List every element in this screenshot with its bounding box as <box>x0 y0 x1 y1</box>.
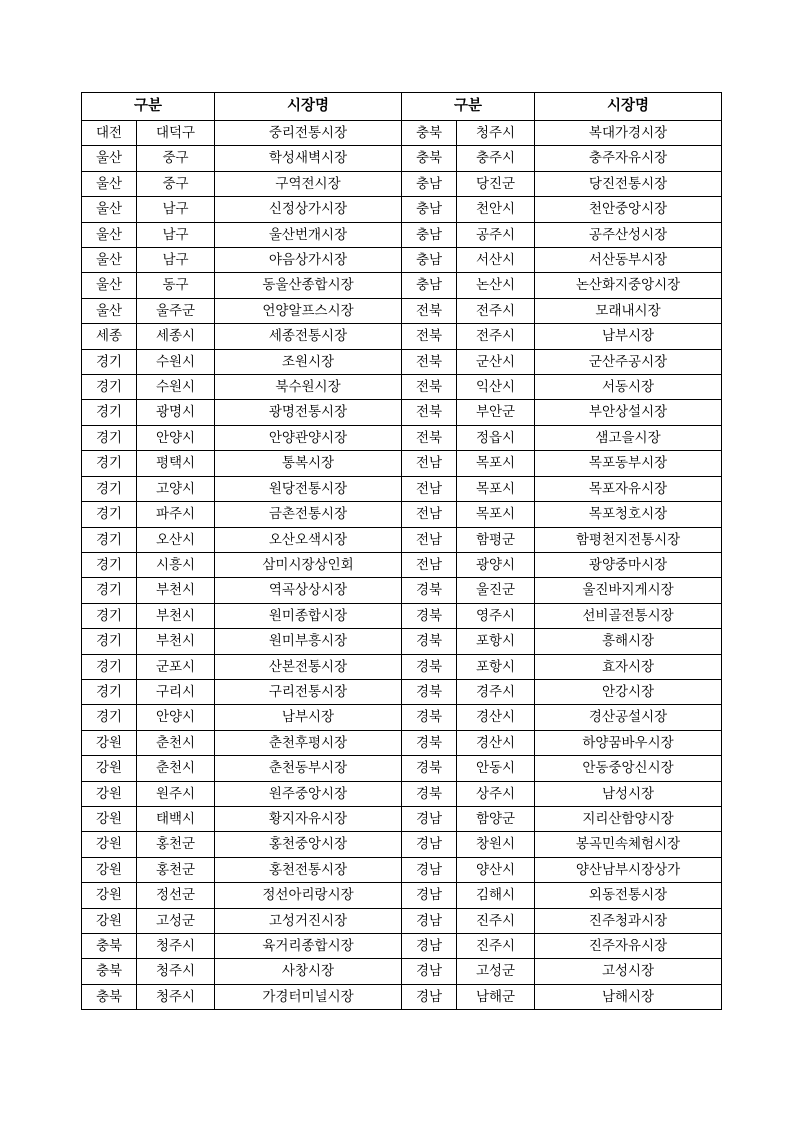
cell-sido: 충북 <box>82 959 137 984</box>
cell-market: 세종전통시장 <box>215 324 402 349</box>
cell-sigungu: 고양시 <box>137 476 215 501</box>
cell-sido: 전남 <box>402 552 457 577</box>
cell-market: 금촌전통시장 <box>215 502 402 527</box>
table-row <box>82 806 722 831</box>
cell-sido: 경기 <box>82 603 137 628</box>
header-left-group: 구분 <box>82 93 215 121</box>
cell-sido: 경북 <box>402 705 457 730</box>
cell-market: 외동전통시장 <box>535 883 722 908</box>
cell-sido: 경남 <box>402 806 457 831</box>
cell-market: 봉곡민속체험시장 <box>535 832 722 857</box>
cell-sigungu: 남구 <box>137 222 215 247</box>
cell-market: 복대가경시장 <box>535 121 722 146</box>
cell-sigungu: 서산시 <box>457 248 535 273</box>
cell-sigungu: 군포시 <box>137 654 215 679</box>
table-row <box>82 552 722 577</box>
cell-sigungu: 남구 <box>137 197 215 222</box>
cell-sido: 경기 <box>82 400 137 425</box>
cell-sigungu: 춘천시 <box>137 730 215 755</box>
table-header <box>82 93 722 121</box>
cell-sigungu: 논산시 <box>457 273 535 298</box>
cell-market: 목포동부시장 <box>535 451 722 476</box>
cell-sido: 경기 <box>82 705 137 730</box>
cell-sigungu: 안동시 <box>457 756 535 781</box>
cell-sido: 경기 <box>82 629 137 654</box>
cell-market: 안동중앙신시장 <box>535 756 722 781</box>
cell-market: 동울산종합시장 <box>215 273 402 298</box>
cell-market: 원당전통시장 <box>215 476 402 501</box>
header-row <box>82 93 722 121</box>
cell-market: 모래내시장 <box>535 298 722 323</box>
cell-sigungu: 목포시 <box>457 502 535 527</box>
cell-market: 조원시장 <box>215 349 402 374</box>
cell-sido: 강원 <box>82 857 137 882</box>
cell-sigungu: 함평군 <box>457 527 535 552</box>
table-row <box>82 400 722 425</box>
cell-sido: 전북 <box>402 400 457 425</box>
cell-market: 홍천전통시장 <box>215 857 402 882</box>
cell-sido: 경북 <box>402 654 457 679</box>
cell-sido: 경북 <box>402 603 457 628</box>
cell-market: 공주산성시장 <box>535 222 722 247</box>
cell-market: 신정상가시장 <box>215 197 402 222</box>
cell-sigungu: 천안시 <box>457 197 535 222</box>
table-row <box>82 375 722 400</box>
cell-market: 춘천동부시장 <box>215 756 402 781</box>
cell-sigungu: 진주시 <box>457 908 535 933</box>
cell-market: 흥해시장 <box>535 629 722 654</box>
cell-market: 남성시장 <box>535 781 722 806</box>
cell-sigungu: 군산시 <box>457 349 535 374</box>
cell-sigungu: 정읍시 <box>457 425 535 450</box>
cell-market: 천안중앙시장 <box>535 197 722 222</box>
table-row <box>82 705 722 730</box>
cell-sigungu: 광양시 <box>457 552 535 577</box>
cell-sido: 경남 <box>402 908 457 933</box>
cell-market: 안강시장 <box>535 679 722 704</box>
cell-sido: 경남 <box>402 832 457 857</box>
cell-sigungu: 수원시 <box>137 349 215 374</box>
cell-sido: 경기 <box>82 349 137 374</box>
cell-sigungu: 수원시 <box>137 375 215 400</box>
cell-sigungu: 경산시 <box>457 730 535 755</box>
cell-sigungu: 부천시 <box>137 603 215 628</box>
table-row <box>82 121 722 146</box>
table-row <box>82 883 722 908</box>
cell-market: 군산주공시장 <box>535 349 722 374</box>
cell-sigungu: 부안군 <box>457 400 535 425</box>
cell-market: 목포청호시장 <box>535 502 722 527</box>
cell-sigungu: 부천시 <box>137 578 215 603</box>
cell-sido: 전북 <box>402 375 457 400</box>
table-row <box>82 934 722 959</box>
table-row <box>82 679 722 704</box>
cell-sido: 울산 <box>82 171 137 196</box>
cell-market: 산본전통시장 <box>215 654 402 679</box>
table-row <box>82 425 722 450</box>
table-row <box>82 527 722 552</box>
cell-market: 가경터미널시장 <box>215 984 402 1009</box>
cell-market: 남해시장 <box>535 984 722 1009</box>
cell-sido: 강원 <box>82 883 137 908</box>
cell-market: 학성새벽시장 <box>215 146 402 171</box>
cell-sido: 경기 <box>82 476 137 501</box>
cell-sido: 울산 <box>82 197 137 222</box>
cell-sido: 울산 <box>82 298 137 323</box>
cell-sigungu: 경주시 <box>457 679 535 704</box>
cell-market: 서동시장 <box>535 375 722 400</box>
cell-sigungu: 중구 <box>137 171 215 196</box>
cell-sido: 전북 <box>402 324 457 349</box>
cell-sido: 경북 <box>402 629 457 654</box>
cell-sido: 경기 <box>82 654 137 679</box>
cell-sido: 경기 <box>82 375 137 400</box>
cell-sigungu: 당진군 <box>457 171 535 196</box>
table-row <box>82 298 722 323</box>
cell-market: 구리전통시장 <box>215 679 402 704</box>
cell-market: 구역전시장 <box>215 171 402 196</box>
cell-market: 울산번개시장 <box>215 222 402 247</box>
cell-sido: 충북 <box>402 121 457 146</box>
cell-sido: 세종 <box>82 324 137 349</box>
cell-market: 하양꿈바우시장 <box>535 730 722 755</box>
table-row <box>82 578 722 603</box>
table-row <box>82 248 722 273</box>
cell-market: 남부시장 <box>215 705 402 730</box>
cell-sigungu: 고성군 <box>137 908 215 933</box>
cell-sido: 전북 <box>402 425 457 450</box>
cell-sido: 충북 <box>82 934 137 959</box>
cell-sido: 경기 <box>82 578 137 603</box>
cell-sido: 강원 <box>82 781 137 806</box>
cell-sido: 충남 <box>402 222 457 247</box>
header-left-market: 시장명 <box>215 93 402 121</box>
cell-sido: 경북 <box>402 781 457 806</box>
cell-sigungu: 충주시 <box>457 146 535 171</box>
cell-sido: 경기 <box>82 679 137 704</box>
cell-sido: 울산 <box>82 248 137 273</box>
cell-sido: 전북 <box>402 349 457 374</box>
cell-sigungu: 상주시 <box>457 781 535 806</box>
table-row <box>82 857 722 882</box>
cell-sido: 경북 <box>402 730 457 755</box>
cell-market: 논산화지중앙시장 <box>535 273 722 298</box>
header-right-group: 구분 <box>402 93 535 121</box>
cell-market: 원미부흥시장 <box>215 629 402 654</box>
cell-sigungu: 청주시 <box>137 934 215 959</box>
cell-sigungu: 고성군 <box>457 959 535 984</box>
table-row <box>82 730 722 755</box>
cell-sido: 전남 <box>402 476 457 501</box>
cell-sigungu: 익산시 <box>457 375 535 400</box>
table-row <box>82 959 722 984</box>
table-row <box>82 273 722 298</box>
cell-sido: 강원 <box>82 908 137 933</box>
cell-sido: 충북 <box>82 984 137 1009</box>
cell-market: 고성거진시장 <box>215 908 402 933</box>
cell-sigungu: 청주시 <box>457 121 535 146</box>
cell-sido: 충남 <box>402 248 457 273</box>
cell-sigungu: 경산시 <box>457 705 535 730</box>
cell-sigungu: 춘천시 <box>137 756 215 781</box>
cell-sido: 전남 <box>402 527 457 552</box>
cell-market: 선비골전통시장 <box>535 603 722 628</box>
cell-sigungu: 원주시 <box>137 781 215 806</box>
cell-sido: 경기 <box>82 527 137 552</box>
cell-market: 사창시장 <box>215 959 402 984</box>
cell-market: 안양관양시장 <box>215 425 402 450</box>
cell-sigungu: 진주시 <box>457 934 535 959</box>
cell-sido: 강원 <box>82 806 137 831</box>
cell-sido: 경기 <box>82 451 137 476</box>
cell-sido: 전북 <box>402 298 457 323</box>
cell-market: 춘천후평시장 <box>215 730 402 755</box>
cell-sido: 경남 <box>402 934 457 959</box>
cell-market: 북수원시장 <box>215 375 402 400</box>
cell-market: 야음상가시장 <box>215 248 402 273</box>
cell-sigungu: 청주시 <box>137 959 215 984</box>
table-row <box>82 984 722 1009</box>
table-row <box>82 832 722 857</box>
cell-sigungu: 양산시 <box>457 857 535 882</box>
cell-sido: 경남 <box>402 883 457 908</box>
cell-sigungu: 홍천군 <box>137 857 215 882</box>
table-row <box>82 502 722 527</box>
cell-market: 언양알프스시장 <box>215 298 402 323</box>
cell-sigungu: 포항시 <box>457 629 535 654</box>
cell-market: 삼미시장상인회 <box>215 552 402 577</box>
cell-market: 목포자유시장 <box>535 476 722 501</box>
table-row <box>82 171 722 196</box>
cell-market: 남부시장 <box>535 324 722 349</box>
cell-sido: 전남 <box>402 502 457 527</box>
cell-market: 울진바지게시장 <box>535 578 722 603</box>
cell-sido: 경남 <box>402 857 457 882</box>
table-row <box>82 756 722 781</box>
table-row <box>82 324 722 349</box>
cell-sigungu: 남해군 <box>457 984 535 1009</box>
cell-sigungu: 부천시 <box>137 629 215 654</box>
table-row <box>82 146 722 171</box>
cell-market: 통복시장 <box>215 451 402 476</box>
cell-sido: 전남 <box>402 451 457 476</box>
cell-sigungu: 세종시 <box>137 324 215 349</box>
cell-sigungu: 영주시 <box>457 603 535 628</box>
cell-sigungu: 안양시 <box>137 705 215 730</box>
cell-sigungu: 광명시 <box>137 400 215 425</box>
cell-sido: 경기 <box>82 425 137 450</box>
cell-sigungu: 대덕구 <box>137 121 215 146</box>
cell-sigungu: 오산시 <box>137 527 215 552</box>
cell-sigungu: 함양군 <box>457 806 535 831</box>
table-row <box>82 451 722 476</box>
cell-sigungu: 울주군 <box>137 298 215 323</box>
cell-sigungu: 시흥시 <box>137 552 215 577</box>
cell-sigungu: 공주시 <box>457 222 535 247</box>
cell-market: 효자시장 <box>535 654 722 679</box>
cell-market: 샘고을시장 <box>535 425 722 450</box>
cell-sigungu: 정선군 <box>137 883 215 908</box>
cell-sigungu: 안양시 <box>137 425 215 450</box>
cell-sido: 경기 <box>82 502 137 527</box>
cell-sigungu: 김해시 <box>457 883 535 908</box>
cell-sido: 충남 <box>402 197 457 222</box>
cell-sido: 경기 <box>82 552 137 577</box>
cell-sigungu: 평택시 <box>137 451 215 476</box>
cell-market: 경산공설시장 <box>535 705 722 730</box>
table-row <box>82 781 722 806</box>
cell-sigungu: 울진군 <box>457 578 535 603</box>
cell-market: 부안상설시장 <box>535 400 722 425</box>
cell-sido: 경남 <box>402 959 457 984</box>
cell-sigungu: 포항시 <box>457 654 535 679</box>
market-table <box>81 92 722 1010</box>
cell-sido: 울산 <box>82 273 137 298</box>
cell-market: 역곡상상시장 <box>215 578 402 603</box>
cell-market: 진주자유시장 <box>535 934 722 959</box>
cell-market: 서산동부시장 <box>535 248 722 273</box>
market-table-container <box>81 92 713 1010</box>
table-row <box>82 908 722 933</box>
table-row <box>82 629 722 654</box>
cell-sigungu: 목포시 <box>457 476 535 501</box>
cell-sido: 강원 <box>82 832 137 857</box>
cell-market: 황지자유시장 <box>215 806 402 831</box>
header-right-market: 시장명 <box>535 93 722 121</box>
cell-sigungu: 동구 <box>137 273 215 298</box>
cell-sigungu: 목포시 <box>457 451 535 476</box>
cell-market: 충주자유시장 <box>535 146 722 171</box>
cell-sido: 대전 <box>82 121 137 146</box>
cell-sigungu: 청주시 <box>137 984 215 1009</box>
cell-sido: 경남 <box>402 984 457 1009</box>
cell-sigungu: 전주시 <box>457 298 535 323</box>
table-row <box>82 476 722 501</box>
cell-sido: 강원 <box>82 730 137 755</box>
cell-sido: 경북 <box>402 756 457 781</box>
cell-market: 함평천지전통시장 <box>535 527 722 552</box>
cell-sigungu: 중구 <box>137 146 215 171</box>
cell-sido: 충남 <box>402 171 457 196</box>
table-row <box>82 222 722 247</box>
cell-sigungu: 구리시 <box>137 679 215 704</box>
cell-sigungu: 전주시 <box>457 324 535 349</box>
cell-sigungu: 창원시 <box>457 832 535 857</box>
cell-sido: 경북 <box>402 578 457 603</box>
cell-market: 중리전통시장 <box>215 121 402 146</box>
cell-sigungu: 남구 <box>137 248 215 273</box>
cell-sigungu: 파주시 <box>137 502 215 527</box>
cell-market: 원주중앙시장 <box>215 781 402 806</box>
cell-market: 진주청과시장 <box>535 908 722 933</box>
cell-sido: 울산 <box>82 146 137 171</box>
cell-sido: 경북 <box>402 679 457 704</box>
table-row <box>82 603 722 628</box>
cell-sido: 울산 <box>82 222 137 247</box>
cell-sigungu: 태백시 <box>137 806 215 831</box>
table-row <box>82 197 722 222</box>
table-row <box>82 349 722 374</box>
table-row <box>82 654 722 679</box>
cell-market: 광양중마시장 <box>535 552 722 577</box>
table-body <box>82 121 722 1010</box>
cell-market: 양산남부시장상가 <box>535 857 722 882</box>
cell-market: 정선아리랑시장 <box>215 883 402 908</box>
cell-market: 당진전통시장 <box>535 171 722 196</box>
cell-sigungu: 홍천군 <box>137 832 215 857</box>
cell-market: 고성시장 <box>535 959 722 984</box>
cell-market: 홍천중앙시장 <box>215 832 402 857</box>
cell-sido: 충남 <box>402 273 457 298</box>
cell-market: 광명전통시장 <box>215 400 402 425</box>
cell-market: 오산오색시장 <box>215 527 402 552</box>
cell-market: 지리산함양시장 <box>535 806 722 831</box>
cell-market: 육거리종합시장 <box>215 934 402 959</box>
cell-sido: 충북 <box>402 146 457 171</box>
cell-market: 원미종합시장 <box>215 603 402 628</box>
cell-sido: 강원 <box>82 756 137 781</box>
